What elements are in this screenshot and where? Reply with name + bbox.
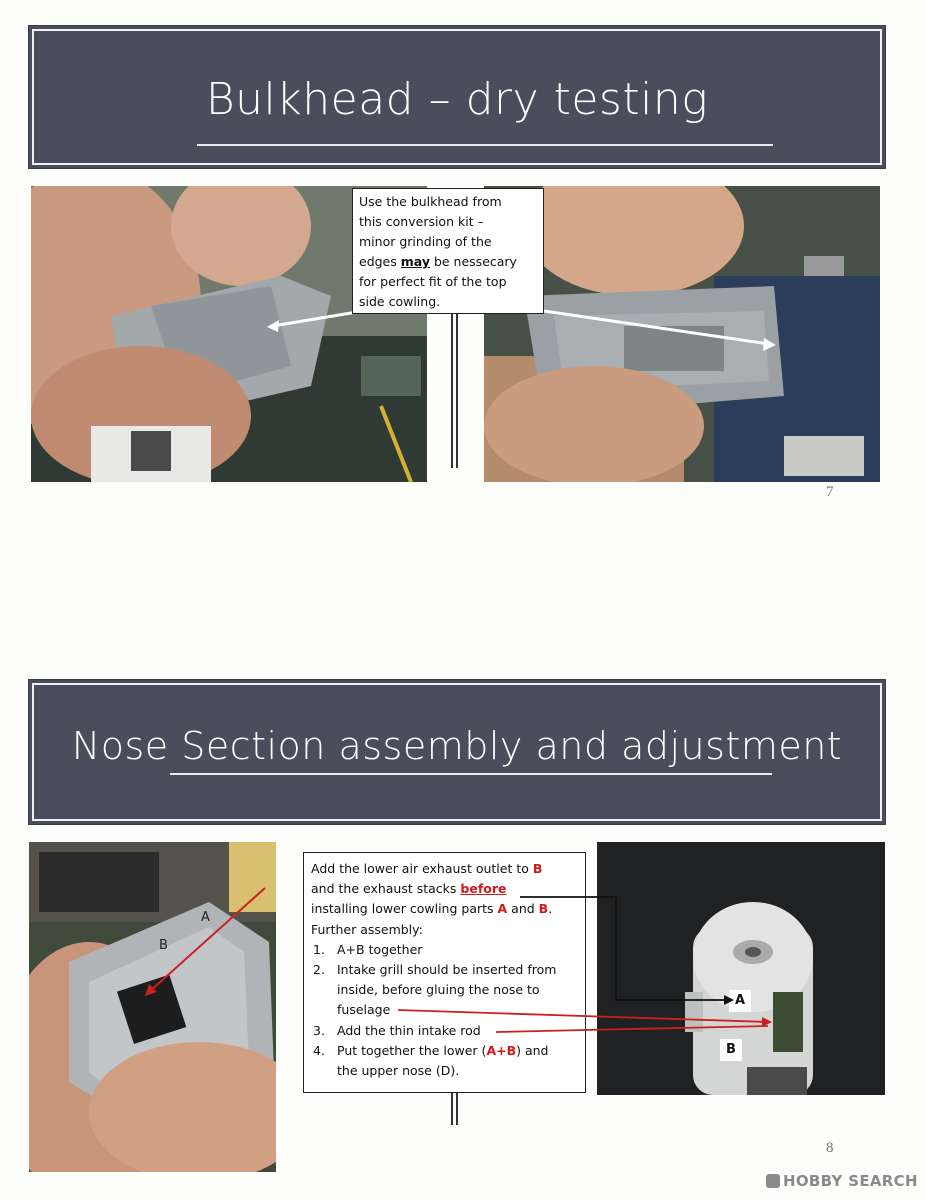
callout2-line3-pre: installing lower cowling parts bbox=[311, 901, 498, 917]
right-photo-label-b: B bbox=[720, 1039, 742, 1061]
step-3-number: 3. bbox=[313, 1022, 325, 1038]
callout2-line2-pre: and the exhaust stacks bbox=[311, 881, 461, 897]
step-2-number: 2. bbox=[313, 962, 325, 978]
step-2-text-b: inside, before gluing the nose to bbox=[337, 982, 540, 998]
watermark-brand-pre: HO bbox=[783, 1172, 809, 1190]
right-photo-label-a: A bbox=[729, 990, 751, 1012]
step-3-text: Add the thin intake rod bbox=[337, 1022, 481, 1038]
slide-title-1: Bulkhead – dry testing bbox=[205, 74, 709, 125]
callout2-part-b-1: B bbox=[532, 861, 543, 876]
black-leader-arrow bbox=[724, 995, 734, 1005]
left-photo-label-a: A bbox=[201, 910, 210, 925]
callout1-line4-post: be nessecary bbox=[429, 254, 517, 269]
red-leader-fuselage bbox=[398, 1010, 768, 1022]
step-2-text-a: Intake grill should be inserted from bbox=[337, 962, 557, 978]
black-leader-line bbox=[520, 897, 730, 1000]
callout2-part-b-2: B bbox=[538, 901, 549, 917]
step-1-text: A+B together bbox=[337, 941, 423, 957]
callout1-line1: Use the bulkhead from bbox=[359, 194, 502, 209]
callout1-line2: this conversion kit – bbox=[359, 214, 484, 229]
watermark-brand-post: SEARCH bbox=[842, 1172, 918, 1190]
watermark-logo-icon bbox=[766, 1174, 780, 1188]
callout1-line4-pre: edges bbox=[359, 254, 401, 269]
callout1-line6: side cowling. bbox=[359, 294, 441, 309]
callout1-emph-may: may bbox=[400, 254, 430, 269]
callout2-line3-post: . bbox=[548, 901, 553, 917]
step-4-text-b: the upper nose (D). bbox=[337, 1063, 460, 1079]
step-1-number: 1. bbox=[313, 941, 325, 957]
step-4-number: 4. bbox=[313, 1042, 325, 1058]
connector-2a bbox=[451, 1093, 453, 1125]
page-number-8: 8 bbox=[826, 1140, 834, 1156]
red-leader-rod bbox=[496, 1026, 768, 1032]
page-number-7: 7 bbox=[826, 484, 834, 500]
connector-2b bbox=[456, 1093, 458, 1125]
step-2-text-c: fuselage bbox=[337, 1002, 391, 1018]
step-4-text-pre: Put together the lower ( bbox=[337, 1042, 487, 1058]
step-4-text-post: ) and bbox=[516, 1042, 549, 1058]
callout2-line1-pre: Add the lower air exhaust outlet to bbox=[311, 861, 533, 876]
callout1-line5: for perfect fit of the top bbox=[359, 274, 507, 289]
callout2-line3-mid: and bbox=[507, 901, 539, 917]
watermark-brand-mid: BBY bbox=[808, 1172, 843, 1190]
hobby-search-watermark bbox=[766, 1172, 918, 1190]
callout2-emph-before: before bbox=[460, 881, 507, 897]
callout2-line4: Further assembly: bbox=[311, 921, 423, 937]
step-4-part-ab: A+B bbox=[486, 1042, 517, 1058]
callout1-line3: minor grinding of the bbox=[359, 234, 492, 249]
slide-title-2: Nose Section assembly and adjustment bbox=[71, 724, 843, 768]
left-photo-label-b: B bbox=[159, 938, 168, 953]
callout2-part-a: A bbox=[497, 901, 508, 917]
